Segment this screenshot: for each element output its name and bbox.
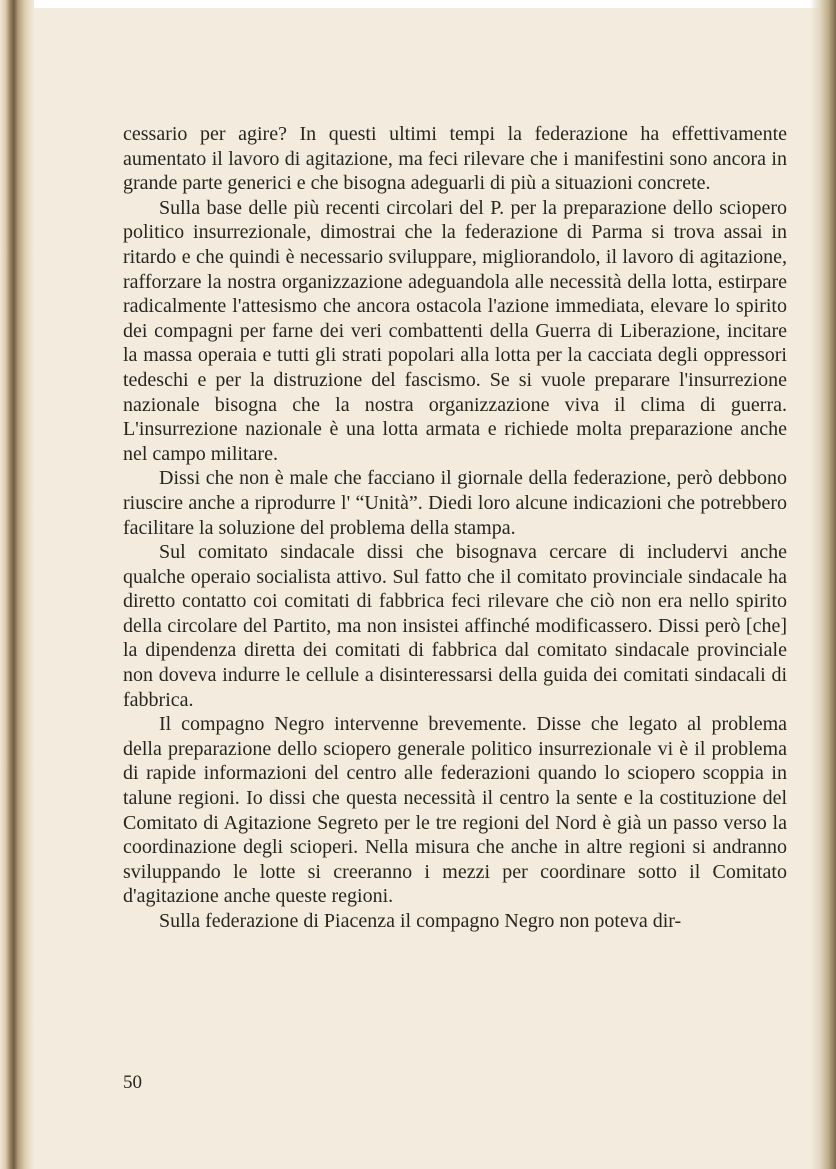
page-edge-shadow [810,0,836,1169]
paragraph: Il compagno Negro intervenne brevemente. Disse che legato al problema della preparazione dello sciopero generale politico insurrezionale vi è il problema di rapide informazioni del centro alle federazioni quando lo sciopero scoppia in talune regioni. Io dissi che questa necessità il centro la sente e la costituzione del Comitato di Agitazione Segreto per le tre regioni del Nord è già un passo verso la coordinazione degli scioperi. Nella misura che anche in altre regioni si andranno sviluppando le lotte si creeranno i mezzi per coordinare sotto il Comitato d'agitazione anche queste regioni. [123,713,787,908]
paragraph: Dissi che non è male che facciano il giornale della federazione, però debbono riuscire anche a riprodurre l' “Unità”. Diedi loro alcune indicazioni che potrebbero facilitare la soluzione del problema della stampa. [123,467,787,539]
paragraph: Sul comitato sindacale dissi che bisognava cercare di includervi anche qualche operaio socialista attivo. Sul fatto che il comitato provinciale sindacale ha diretto contatto coi comitati di fabbrica feci rilevare che ciò non era nello spirito della circolare del Partito, ma non insistei affinché modificassero. Dissi però [che] la dipendenza diretta dei comitati di fabbrica dal comitato sindacale provinciale non doveva indurre le cellule a disinteressarsi della guida dei comitati sindacali di fabbrica. [123,541,787,711]
book-binding [0,0,34,1169]
scan-margin [0,0,836,8]
body-text [123,122,787,934]
paragraph: Sulla base delle più recenti circolari del P. per la preparazione dello sciopero politico insurrezionale, dimostrai che la federazione di Parma si trova assai in ritardo e che quindi è necessario svilupparе, migliorandolo, il lavoro di agitazione, rafforzare la nostra organizzazione adeguandola alle necessità della lotta, estirpare radicalmente l'attesismo che ancora ostacola l'azione immediata, elevare lo spirito dei compagni per farne dei veri combattenti della Guerra di Liberazione, incitare la massa operaia e tutti gli strati popolari alla lotta per la cacciata degli oppressori tedeschi e per la distruzione del fascismo. Se si vuole preparare l'insurrezione nazionale bisogna che la nostra organizzazione viva il clima di guerra. L'insurrezione nazionale è una lotta armata e richiede molta preparazione anche nel campo militare. [123,196,787,465]
page-number: 50 [123,1072,142,1093]
paragraph: cessario per agire? In questi ultimi tempi la federazione ha effettivamente aumentato il lavoro di agitazione, ma feci rilevare che i manifestini sono ancora in grande parte generici e che bisogna adeguarli di più a situazioni concrete. [123,123,787,195]
paragraph: Sulla federazione di Piacenza il compagno Negro non poteva dir- [159,910,682,932]
